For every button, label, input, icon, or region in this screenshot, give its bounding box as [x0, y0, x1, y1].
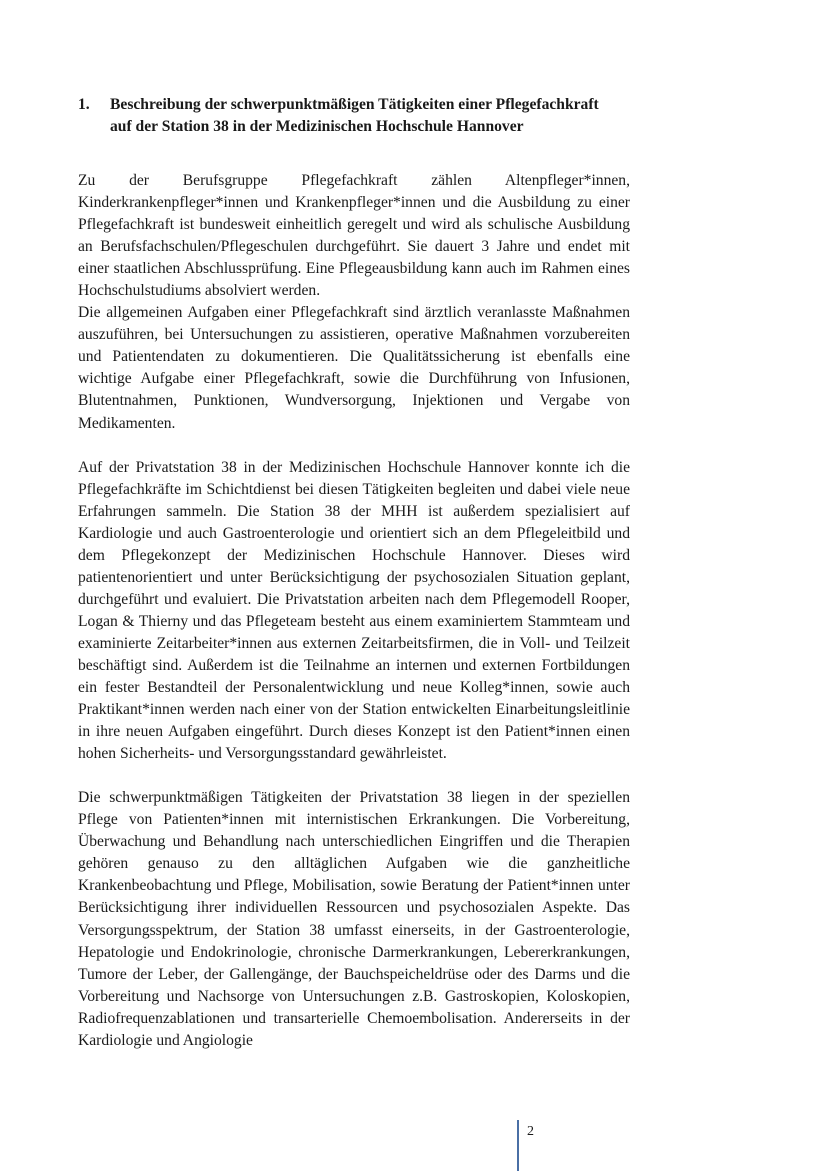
paragraph-spacer — [78, 435, 630, 457]
paragraph-nursing-profession: Zu der Berufsgruppe Pflegefachkraft zählen Altenpfleger*innen, Kinderkrankenpfleger*innen und Krankenpfleger*innen und die Ausbildung zu einer Pflegefachkraft ist bundesweit einheitlich geregelt und wird als schulische Ausbildung an Berufsfachschulen/Pflegeschulen durchgeführt. Sie dauert 3 Jahre und endet mit einer staatlichen Abschlussprüfung. Eine Pflegeausbildung kann auch im Rahmen eines Hochschulstudiums absolviert werden. — [78, 172, 630, 300]
paragraph-focus-activities: Die schwerpunktmäßigen Tätigkeiten der Privatstation 38 liegen in der speziellen Pflege von Patienten*innen mit internistischen Erkrankungen. Die Vorbereitung, Überwachung und Behandlung nach unterschiedlichen Eingriffen und die Therapien gehören genauso zu den alltäglichen Aufgaben wie die ganzheitliche Krankenbeobachtung und Pflege, Mobilisation, sowie Beratung der Patient*innen unter Berücksichtigung ihrer individuellen Ressourcen und psychosozialen Aspekte. Das Versorgungsspektrum, der Station 38 umfasst einerseits, in der Gastroenterologie, Hepatologie und Endokrinologie, chronische Darmerkrankungen, Lebererkrankungen, Tumore der Leber, der Gallengänge, der Bauchspeicheldrüse oder des Darms und die Vorbereitung und Nachsorge von Untersuchungen z.B. Gastroskopien, Koloskopien, Radiofrequenzablationen und transarterielle Chemoembolisation. Andererseits in der Kardiologie und Angiologie — [78, 789, 630, 1049]
section-title-line-2: auf der Station 38 in der Medizinischen Hochschule Hannover — [110, 118, 524, 135]
section-heading — [78, 94, 638, 138]
paragraph-station-38: Auf der Privatstation 38 in der Medizinischen Hochschule Hannover konnte ich die Pflegefachkräfte im Schichtdienst bei diesen Tätigkeiten begleiten und dabei viele neue Erfahrungen sammeln. Die Station 38 der MHH ist außerdem spezialisiert auf Kardiologie und auch Gastroenterologie und orientiert sich an dem Pflegeleitbild und dem Pflegekonzept der Medizinischen Hochschule Hannover. Dieses wird patientenorientiert und unter Berücksichtigung der psychosozialen Situation geplant, durchgeführt und evaluiert. Die Privatstation arbeiten nach dem Pflegemodell Rooper, Logan & Thierny und das Pflegeteam besteht aus einem examiniertem Stammteam und examinierte Zeitarbeiter*innen aus externen Zeitarbeitsfirmen, die in Voll- und Teilzeit beschäftigt sind. Außerdem ist die Teilnahme an internen und externen Fortbildungen ein fester Bestandteil der Personalentwicklung und neue Kolleg*innen, sowie auch Praktikant*innen werden nach einer von der Station entwickelten Einarbeitungsleitlinie in ihre neuen Aufgaben eingeführt. Durch dieses Konzept ist den Patient*innen einen hohen Sicherheits- und Versorgungsstandard gewährleistet. — [78, 458, 630, 763]
page-number: 2 — [527, 1124, 534, 1139]
paragraph-spacer — [78, 765, 630, 787]
section-number: 1. — [78, 96, 90, 113]
body-text — [78, 170, 630, 1052]
paragraph-general-tasks: Die allgemeinen Aufgaben einer Pflegefachkraft sind ärztlich veranlasste Maßnahmen auszuführen, bei Untersuchungen zu assistieren, operative Maßnahmen vorzubereiten und Patientendaten zu dokumentieren. Die Qualitätssicherung ist ebenfalls eine wichtige Aufgabe einer Pflegefachkraft, sowie die Durchführung von Infusionen, Blutentnahmen, Punktionen, Wundversorgung, Injektionen und Vergabe von Medikamenten. — [78, 304, 630, 432]
footer-rule — [517, 1120, 519, 1171]
section-title-line-1: Beschreibung der schwerpunktmäßigen Tätigkeiten einer Pflegefachkraft — [110, 96, 599, 113]
